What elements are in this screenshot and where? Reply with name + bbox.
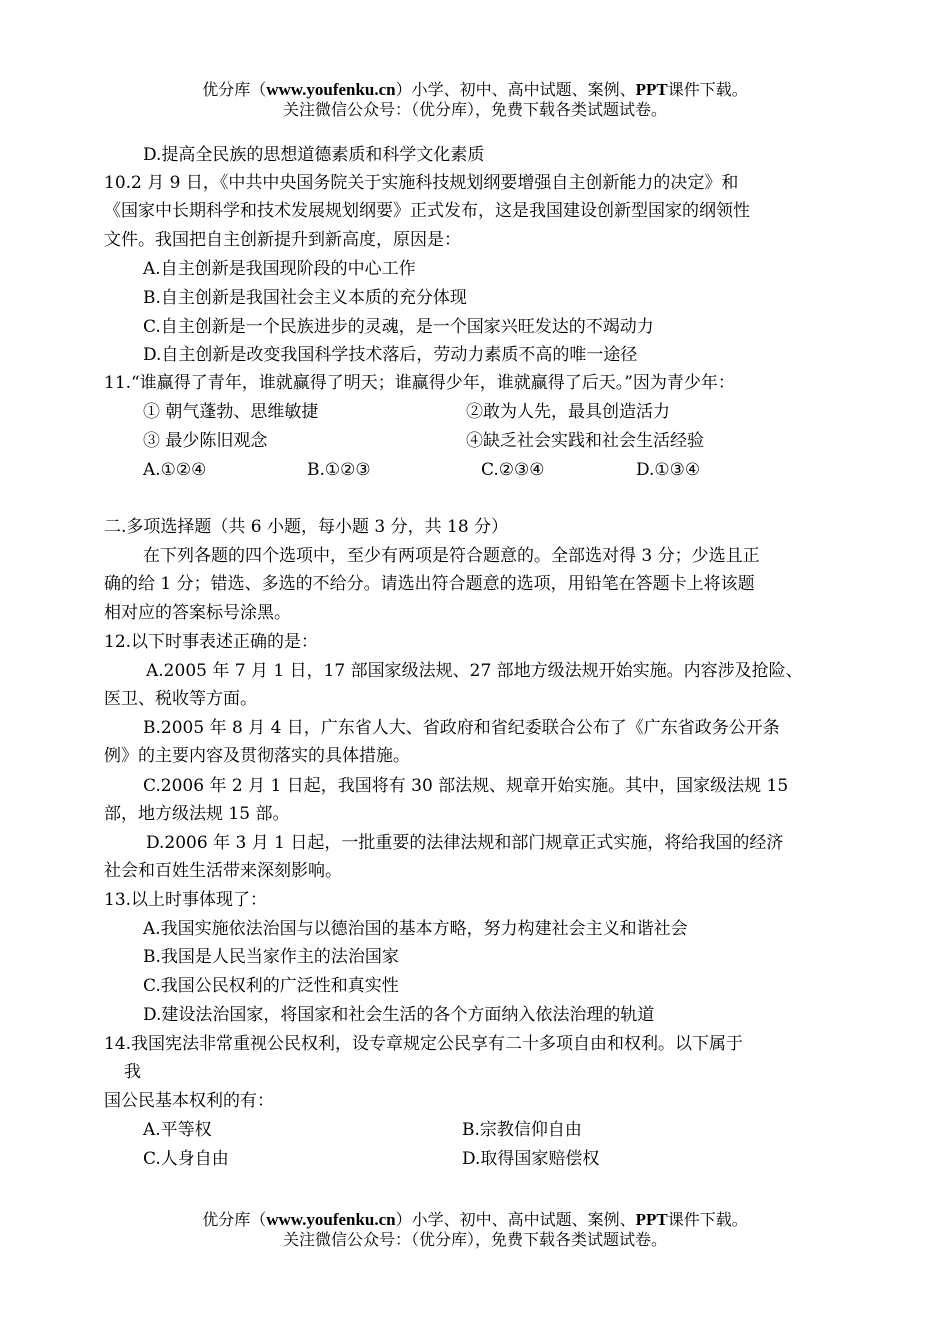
footer-line-2: 关注微信公众号：（优分库），免费下载各类试题试卷。 [282, 1230, 667, 1249]
header-site-link: www.youfenku.cn [266, 80, 396, 99]
q13-option-b: B.我国是人民当家作主的法治国家 [143, 947, 399, 967]
section2-instructions-line-1: 在下列各题的四个选项中，至少有两项是符合题意的。全部选对得 3 分；少选且正 [143, 546, 760, 566]
q12-option-b-line-2: 例》的主要内容及贯彻落实的具体措施。 [104, 746, 410, 766]
q14-option-a: A.平等权 [143, 1120, 212, 1140]
q14-option-d: D.取得国家赔偿权 [462, 1149, 600, 1169]
q9-option-d: D.提高全民族的思想道德素质和科学文化素质 [143, 145, 485, 165]
q11-option-b: B.①②③ [307, 460, 371, 480]
q12-stem: 12.以下时事表述正确的是： [104, 632, 319, 652]
q11-stem: 11.“谁赢得了青年，谁就赢得了明天；谁赢得少年，谁就赢得了后天。”因为青少年： [104, 373, 735, 393]
q14-option-b: B.宗教信仰自由 [462, 1120, 582, 1140]
q11-item-4: ④缺乏社会实践和社会生活经验 [466, 431, 704, 451]
footer-prefix: 优分库（ [202, 1210, 267, 1229]
q11-option-c: C.②③④ [481, 460, 545, 480]
q12-option-a-line-2: 医卫、税收等方面。 [104, 689, 257, 709]
footer-mid: ）小学、初中、高中试题、案例、 [395, 1210, 636, 1229]
q13-option-a: A.我国实施依法治国与以德治国的基本方略，努力构建社会主义和谐社会 [143, 919, 688, 939]
q11-item-3: ③ 最少陈旧观念 [143, 431, 268, 451]
q12-option-b-line-1: B.2005 年 8 月 4 日，广东省人大、省政府和省纪委联合公布了《广东省政务公开条 [143, 718, 780, 738]
q14-stem-line-1: 14.我国宪法非常重视公民权利，设专章规定公民享有二十多项自由和权利。以下属于 [104, 1034, 744, 1054]
section2-instructions-line-3: 相对应的答案标号涂黑。 [104, 603, 291, 623]
q10-stem-line-3: 文件。我国把自主创新提升到新高度，原因是： [104, 230, 461, 250]
q11-option-d: D.①③④ [636, 460, 701, 480]
q11-item-1: ① 朝气蓬勃、思维敏捷 [143, 402, 319, 422]
q10-stem-line-1: 10.2 月 9 日，《中共中央国务院关于实施科技规划纲要增强自主创新能力的决定》和 [104, 173, 739, 193]
q12-option-a-line-1: A.2005 年 7 月 1 日，17 部国家级法规、27 部地方级法规开始实施。内容涉及抢险、 [146, 661, 803, 681]
q10-stem-line-2: 《国家中长期科学和技术发展规划纲要》正式发布，这是我国建设创新型国家的纲领性 [104, 201, 750, 221]
footer-site-link: www.youfenku.cn [266, 1210, 396, 1229]
q10-option-d: D.自主创新是改变我国科学技术落后，劳动力素质不高的唯一途径 [143, 345, 638, 365]
q13-option-c: C.我国公民权利的广泛性和真实性 [143, 976, 399, 996]
q14-stem-line-2: 我 [124, 1062, 141, 1082]
footer-ppt: PPT [635, 1210, 668, 1229]
q11-item-2: ②敢为人先，最具创造活力 [466, 402, 670, 422]
q10-option-c: C.自主创新是一个民族进步的灵魂，是一个国家兴旺发达的不竭动力 [143, 317, 654, 337]
q12-option-c-line-1: C.2006 年 2 月 1 日起，我国将有 30 部法规、规章开始实施。其中，国家级法规 15 [143, 776, 789, 796]
q14-stem-line-3: 国公民基本权利的有： [104, 1091, 274, 1111]
q14-option-c: C.人身自由 [143, 1149, 229, 1169]
section2-instructions-line-2: 确的给 1 分；错选、多选的不给分。请选出符合题意的选项，用铅笔在答题卡上将该题 [104, 574, 755, 594]
header-mid: ）小学、初中、高中试题、案例、 [395, 80, 636, 99]
header-suffix: 课件下载。 [667, 80, 748, 99]
header-line-2: 关注微信公众号：（优分库），免费下载各类试题试卷。 [282, 100, 667, 119]
q13-stem: 13.以上时事体现了： [104, 890, 268, 910]
section2-title: 二.多项选择题（共 6 小题，每小题 3 分，共 18 分） [104, 517, 509, 537]
q10-option-a: A.自主创新是我国现阶段的中心工作 [143, 259, 416, 279]
q13-option-d: D.建设法治国家，将国家和社会生活的各个方面纳入依法治理的轨道 [143, 1005, 655, 1025]
q12-option-d-line-1: D.2006 年 3 月 1 日起，一批重要的法律法规和部门规章正式实施，将给我国的经济 [146, 833, 784, 853]
header-prefix: 优分库（ [202, 80, 267, 99]
header-line-1 [0, 80, 950, 100]
header-ppt: PPT [635, 80, 668, 99]
footer-line-1 [0, 1210, 950, 1230]
q12-option-c-line-2: 部，地方级法规 15 部。 [104, 804, 290, 824]
footer-suffix: 课件下载。 [667, 1210, 748, 1229]
q10-option-b: B.自主创新是我国社会主义本质的充分体现 [143, 288, 467, 308]
q12-option-d-line-2: 社会和百姓生活带来深刻影响。 [104, 861, 342, 881]
q11-option-a: A.①②④ [143, 460, 207, 480]
